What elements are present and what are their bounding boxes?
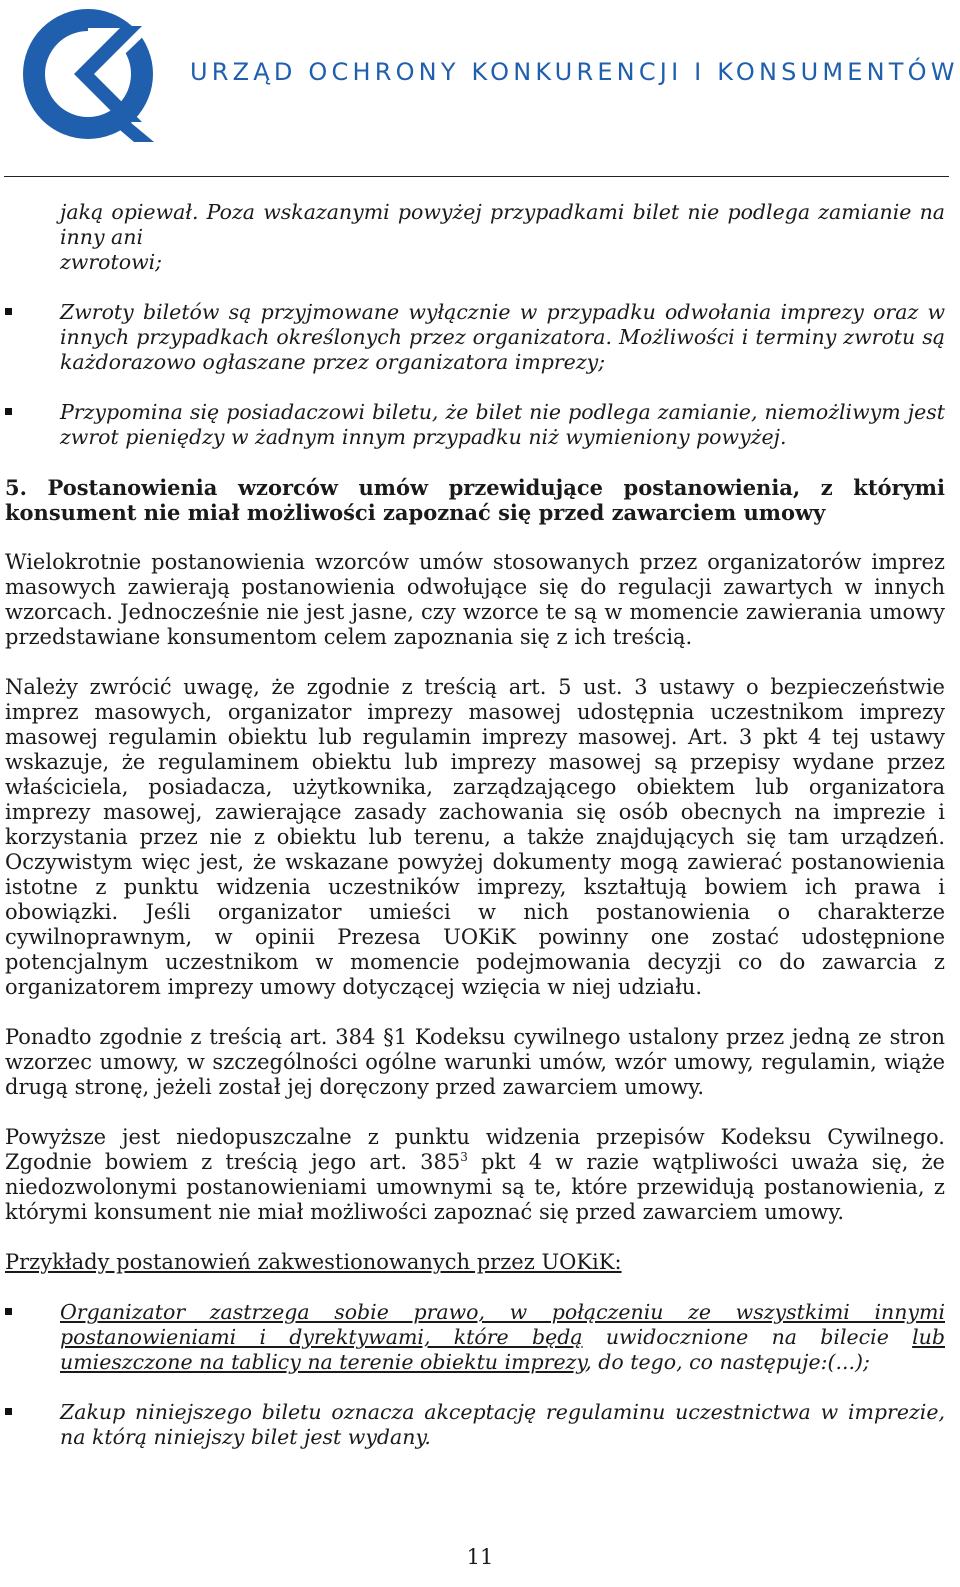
paragraph: Należy zwrócić uwagę, że zgodnie z treścią art. 5 ust. 3 ustawy o bezpieczeństwie imprez masowych, organizator imprezy masowej udostępnia uczestnikom imprezy masowej regulamin obiektu lub regulamin imprezy masowej. Art. 3 pkt 4 tej ustawy wskazuje, że regulaminem obiektu lub imprezy masowej są przepisy wydane przez właściciela, posiadacza, użytkownika, zarządzającego obiektem lub organizatora imprezy masowej, zawierające zasady zachowania się osób obecnych na imprezie i korzystania przez nie z obiektu lub terenu, a także znajdujących się tam urządzeń. Oczywistym więc jest, że wskazane powyżej dokumenty mogą zawierać postanowienia istotne z punktu widzenia uczestników imprezy, kształtują bowiem ich prawa i obowiązki. Jeśli organizator umieści w nich postanowienia o charakterze cywilnoprawnym, w opinii Prezesa UOKiK powinny one zostać udostępnione potencjalnym uczestnikom w momencie podejmowania decyzji co do zawarcia z organizatorem imprezy umowy dotyczącej wzięcia w niej udziału. bbox=[5, 675, 945, 999]
example-text bbox=[5, 1300, 945, 1375]
example-underlined: Organizator zastrzega sobie prawo, w połączeniu ze wszystkimi innymi postanowieniami i dyrektywami, które będą bbox=[60, 1300, 945, 1349]
intro-line-2: zwrotowi; bbox=[60, 250, 163, 274]
bullet-text: Przypomina się posiadaczowi biletu, że bilet nie podlega zamianie, niemożliwym jest zwrot pieniędzy w żadnym innym przypadku niż wymieniony powyżej. bbox=[60, 400, 945, 449]
bullet-icon bbox=[5, 308, 12, 315]
section-heading: 5. Postanowienia wzorców umów przewidujące postanowienia, z którymi konsument nie miał możliwości zapoznać się przed zawarciem umowy bbox=[5, 475, 945, 525]
example-plain: uwidocznione na bilecie bbox=[582, 1325, 913, 1349]
page-header bbox=[0, 0, 960, 180]
paragraph bbox=[5, 1125, 945, 1225]
bullet-item-reminder bbox=[5, 400, 945, 450]
bullet-item-refunds bbox=[5, 300, 945, 375]
example-underlined: lub umieszczone na tablicy na terenie obiektu imprezy bbox=[60, 1325, 945, 1374]
paragraph-text: pkt 4 w razie wątpliwości uważa się, że niedozwolonymi postanowieniami umownymi są te, które przewidują postanowienia, z którymi konsument nie miał możliwości zapoznać się przed zawarciem umowy. bbox=[5, 1150, 945, 1224]
example-item bbox=[5, 1400, 945, 1450]
examples-heading: Przykłady postanowień zakwestionowanych przez UOKiK: bbox=[5, 1250, 622, 1274]
paragraph: Ponadto zgodnie z treścią art. 384 §1 Kodeksu cywilnego ustalony przez jedną ze stron wzorzec umowy, w szczególności ogólne warunki umów, wzór umowy, regulamin, wiąże drugą stronę, jeżeli został jej doręczony przed zawarciem umowy. bbox=[5, 1025, 945, 1099]
page-number: 11 bbox=[466, 1545, 494, 1569]
intro-line bbox=[5, 200, 945, 275]
example-text: Zakup niniejszego biletu oznacza akceptację regulaminu uczestnictwa w imprezie, na którą niniejszy bilet jest wydany. bbox=[60, 1400, 945, 1449]
example-item bbox=[5, 1300, 945, 1375]
superscript: 3 bbox=[460, 1150, 468, 1164]
bullet-icon bbox=[5, 1308, 12, 1315]
document-body bbox=[5, 200, 945, 1450]
paragraph-text: Powyższe jest niedopuszczalne z punktu widzenia przepisów Kodeksu Cywilnego. Zgodnie bowiem z treścią jego art. 385 bbox=[5, 1125, 945, 1174]
organization-name: URZĄD OCHRONY KONKURENCJI I KONSUMENTÓW bbox=[190, 58, 959, 86]
intro-line-1: jaką opiewał. Poza wskazanymi powyżej przypadkami bilet nie podlega zamianie na inny ani bbox=[60, 200, 945, 249]
bullet-icon bbox=[5, 408, 12, 415]
example-plain: , do tego, co następuje:(...); bbox=[585, 1350, 870, 1374]
uokik-logo-icon bbox=[22, 8, 162, 142]
paragraph: Wielokrotnie postanowienia wzorców umów stosowanych przez organizatorów imprez masowych zawierają postanowienia odwołujące się do regulacji zawartych w innych wzorcach. Jednocześnie nie jest jasne, czy wzorce te są w momencie zawierania umowy przedstawiane konsumentom celem zapoznania się z ich treścią. bbox=[5, 550, 945, 649]
header-divider bbox=[4, 176, 949, 177]
bullet-icon bbox=[5, 1408, 12, 1415]
bullet-text: Zwroty biletów są przyjmowane wyłącznie w przypadku odwołania imprezy oraz w innych przypadkach określonych przez organizatora. Możliwości i terminy zwrotu są każdorazowo ogłaszane przez organizatora imprezy; bbox=[60, 300, 945, 374]
